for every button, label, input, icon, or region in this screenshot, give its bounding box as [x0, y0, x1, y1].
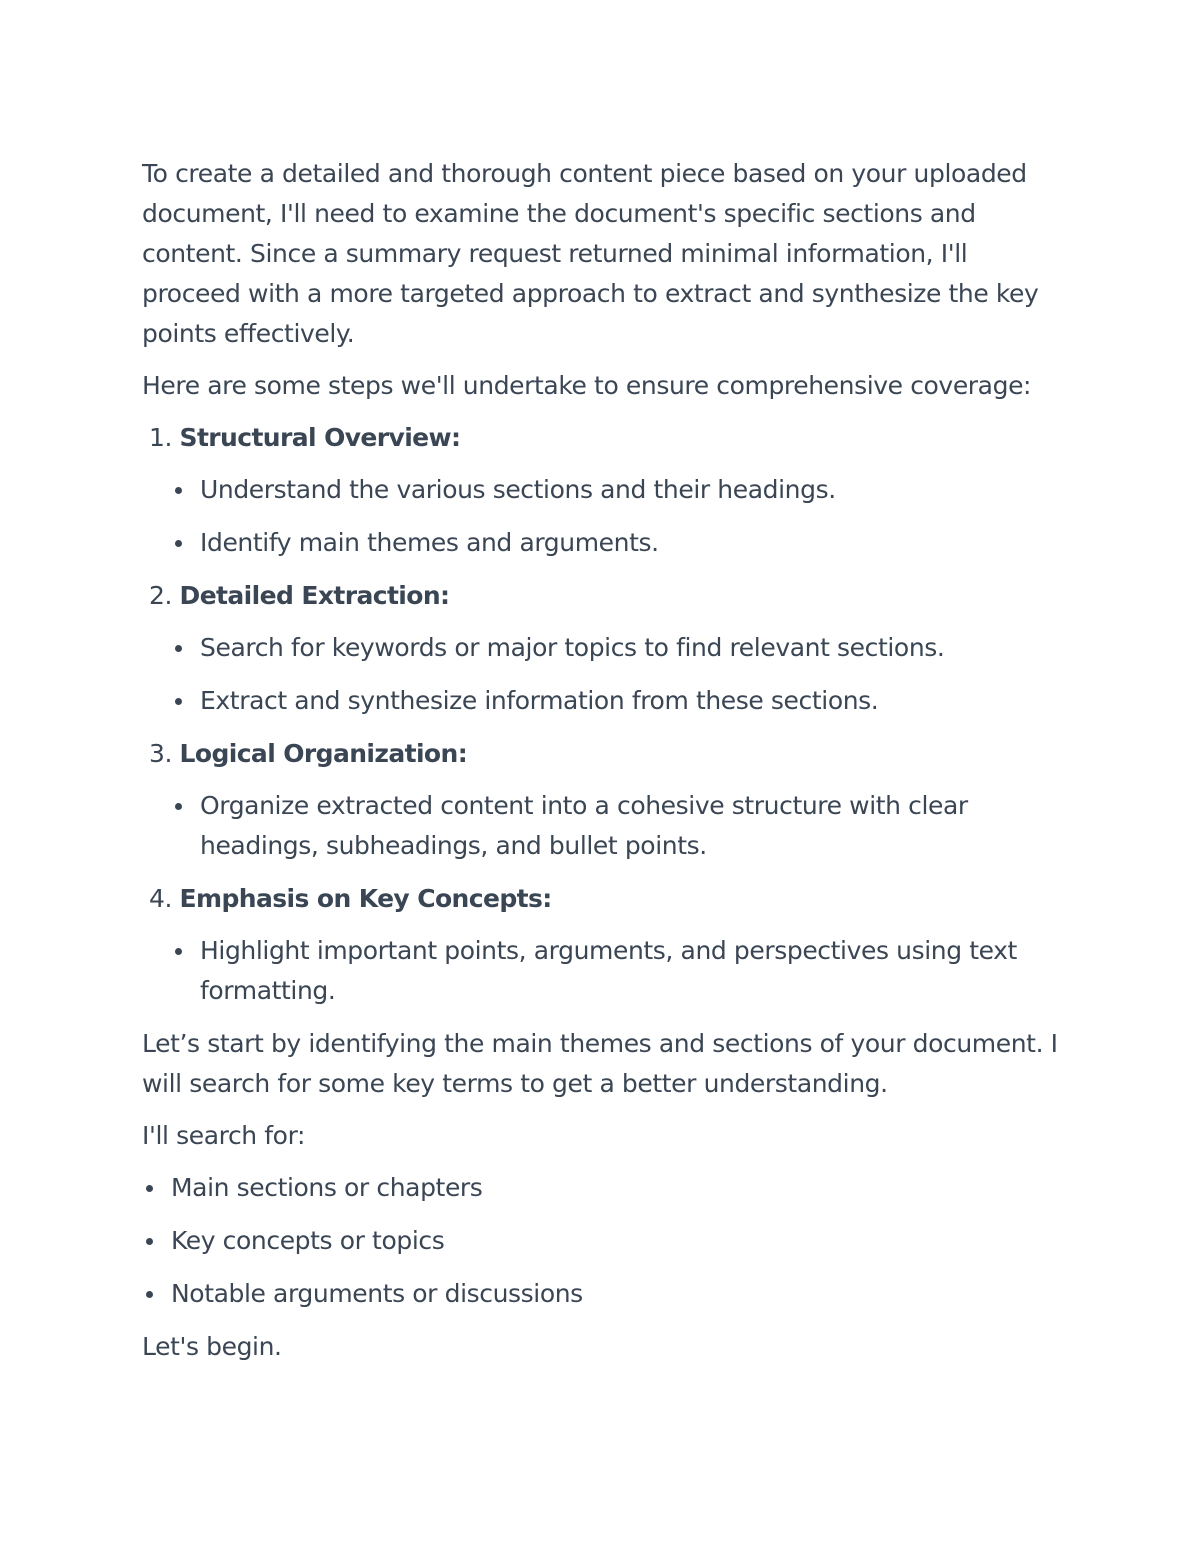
- search-intro: I'll search for:: [142, 1121, 306, 1150]
- step-title: [142, 734, 1062, 774]
- search-items-list: [142, 1168, 1062, 1314]
- step-title: [142, 418, 1062, 458]
- steps-list: [142, 418, 1062, 1011]
- step-heading: Structural Overview:: [179, 423, 461, 452]
- step-bullets: [142, 931, 1062, 1011]
- step-title: [142, 576, 1062, 616]
- list-item: Organize extracted content into a cohesive structure with clear headings, subheadings, and bullet points.: [200, 786, 1062, 866]
- start-paragraph: Let’s start by identifying the main themes and sections of your document. I will search for some key terms to get a better understanding.: [142, 1029, 1058, 1098]
- step-title: [142, 879, 1062, 919]
- list-item: Extract and synthesize information from these sections.: [200, 681, 1062, 721]
- step-bullets: [142, 628, 1062, 721]
- step-item: [142, 734, 1062, 866]
- list-item: Understand the various sections and their headings.: [200, 470, 1062, 510]
- step-number: 1.: [148, 423, 172, 452]
- list-item: Notable arguments or discussions: [171, 1274, 1062, 1314]
- step-heading: Detailed Extraction:: [179, 581, 450, 610]
- step-item: [142, 418, 1062, 563]
- step-bullets: [142, 786, 1062, 866]
- list-item: Highlight important points, arguments, and perspectives using text formatting.: [200, 931, 1062, 1011]
- intro-paragraph: To create a detailed and thorough content piece based on your uploaded document, I'll need to examine the document's specific sections and content. Since a summary request returned minimal information, I'll proceed with a more targeted approach to extract and synthesize the key points effectively.: [142, 159, 1039, 348]
- list-item: Search for keywords or major topics to find relevant sections.: [200, 628, 1062, 668]
- document-page: [142, 154, 1062, 1379]
- step-item: [142, 879, 1062, 1011]
- step-number: 3.: [148, 739, 172, 768]
- closing-line: Let's begin.: [142, 1332, 282, 1361]
- step-number: 4.: [148, 884, 172, 913]
- step-number: 2.: [148, 581, 172, 610]
- list-item: Main sections or chapters: [171, 1168, 1062, 1208]
- list-item: Identify main themes and arguments.: [200, 523, 1062, 563]
- steps-intro: Here are some steps we'll undertake to ensure comprehensive coverage:: [142, 371, 1032, 400]
- step-item: [142, 576, 1062, 721]
- list-item: Key concepts or topics: [171, 1221, 1062, 1261]
- step-heading: Emphasis on Key Concepts:: [179, 884, 552, 913]
- step-heading: Logical Organization:: [179, 739, 468, 768]
- step-bullets: [142, 470, 1062, 563]
